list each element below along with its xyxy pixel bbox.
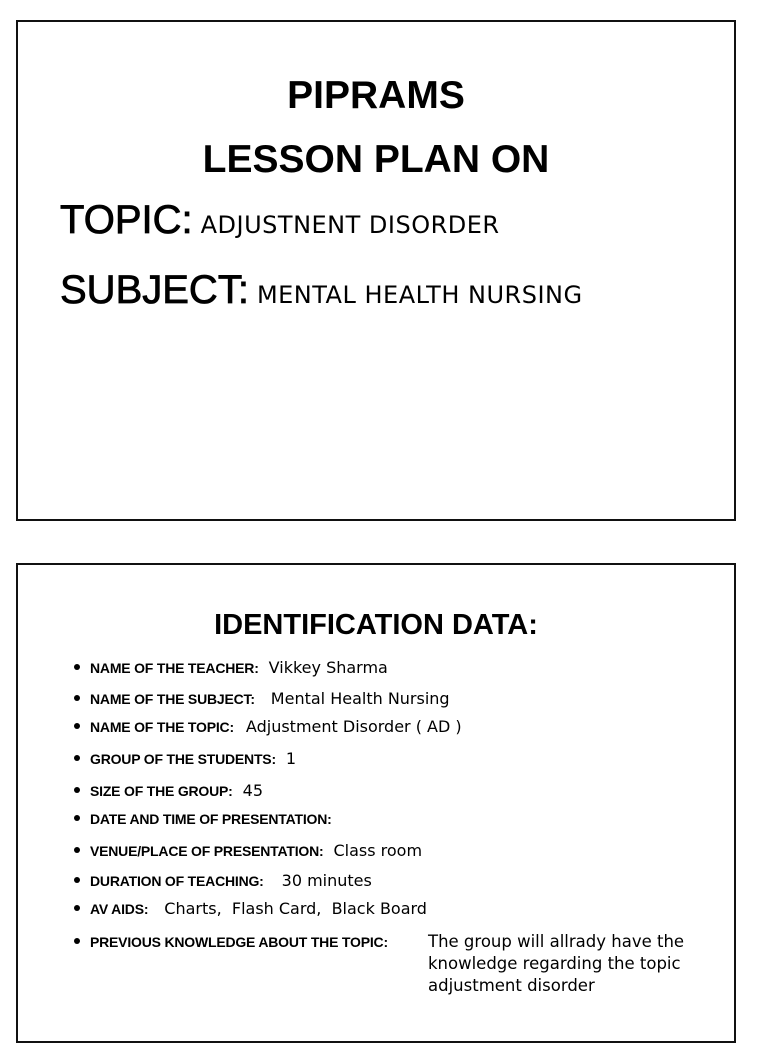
item-value: Charts, Flash Card, Black Board bbox=[164, 899, 427, 918]
item-label: NAME OF THE SUBJECT: bbox=[90, 691, 255, 707]
item-value: Adjustment Disorder ( AD ) bbox=[245, 717, 462, 736]
item-label: AV AIDS: bbox=[90, 901, 149, 917]
item-value: 30 minutes bbox=[281, 871, 372, 890]
item-value: Vikkey Sharma bbox=[268, 658, 388, 677]
list-item-date-time bbox=[74, 808, 342, 831]
value-line: The group will allrady have the bbox=[428, 932, 685, 951]
bullet-icon bbox=[74, 815, 80, 821]
bullet-icon bbox=[74, 877, 80, 883]
topic-row bbox=[60, 198, 500, 243]
list-item-venue bbox=[74, 840, 422, 863]
list-item-av-aids bbox=[74, 898, 427, 921]
list-item-size bbox=[74, 780, 263, 803]
bullet-icon bbox=[74, 787, 80, 793]
item-value: 1 bbox=[285, 749, 297, 768]
item-value: Class room bbox=[333, 841, 423, 860]
item-label: SIZE OF THE GROUP: bbox=[90, 783, 233, 799]
item-label: DURATION OF TEACHING: bbox=[90, 873, 264, 889]
bullet-icon bbox=[74, 755, 80, 761]
bullet-icon bbox=[74, 664, 80, 670]
item-label: VENUE/PLACE OF PRESENTATION: bbox=[90, 843, 324, 859]
list-item-duration bbox=[74, 870, 372, 893]
value-line: adjustment disorder bbox=[428, 976, 595, 995]
subject-label: SUBJECT: bbox=[60, 268, 249, 312]
bullet-icon bbox=[74, 938, 80, 944]
title-slide bbox=[16, 20, 736, 521]
identification-heading: IDENTIFICATION DATA: bbox=[214, 609, 538, 641]
list-item-subject bbox=[74, 688, 450, 711]
identification-slide bbox=[16, 563, 736, 1043]
item-label: NAME OF THE TOPIC: bbox=[90, 719, 234, 735]
list-item-topic bbox=[74, 716, 462, 739]
item-value: Mental Health Nursing bbox=[270, 689, 450, 708]
item-value: 45 bbox=[242, 781, 263, 800]
subject-value: MENTAL HEALTH NURSING bbox=[256, 281, 583, 309]
bullet-icon bbox=[74, 695, 80, 701]
bullet-icon bbox=[74, 905, 80, 911]
previous-knowledge-value bbox=[428, 931, 684, 997]
item-label: DATE AND TIME OF PRESENTATION: bbox=[90, 811, 332, 827]
bullet-icon bbox=[74, 723, 80, 729]
value-line: knowledge regarding the topic bbox=[428, 954, 681, 973]
list-item-previous-knowledge bbox=[74, 931, 388, 954]
item-label: PREVIOUS KNOWLEDGE ABOUT THE TOPIC: bbox=[90, 934, 388, 950]
item-label: NAME OF THE TEACHER: bbox=[90, 660, 259, 676]
topic-value: ADJUSTNENT DISORDER bbox=[200, 211, 500, 239]
topic-label: TOPIC: bbox=[60, 198, 193, 242]
lesson-plan-heading: LESSON PLAN ON bbox=[202, 138, 550, 181]
bullet-icon bbox=[74, 847, 80, 853]
item-label: GROUP OF THE STUDENTS: bbox=[90, 751, 276, 767]
list-item-group bbox=[74, 748, 296, 771]
subject-row bbox=[60, 268, 583, 313]
institution-title: PIPRAMS bbox=[287, 74, 465, 117]
list-item-teacher bbox=[74, 657, 388, 680]
